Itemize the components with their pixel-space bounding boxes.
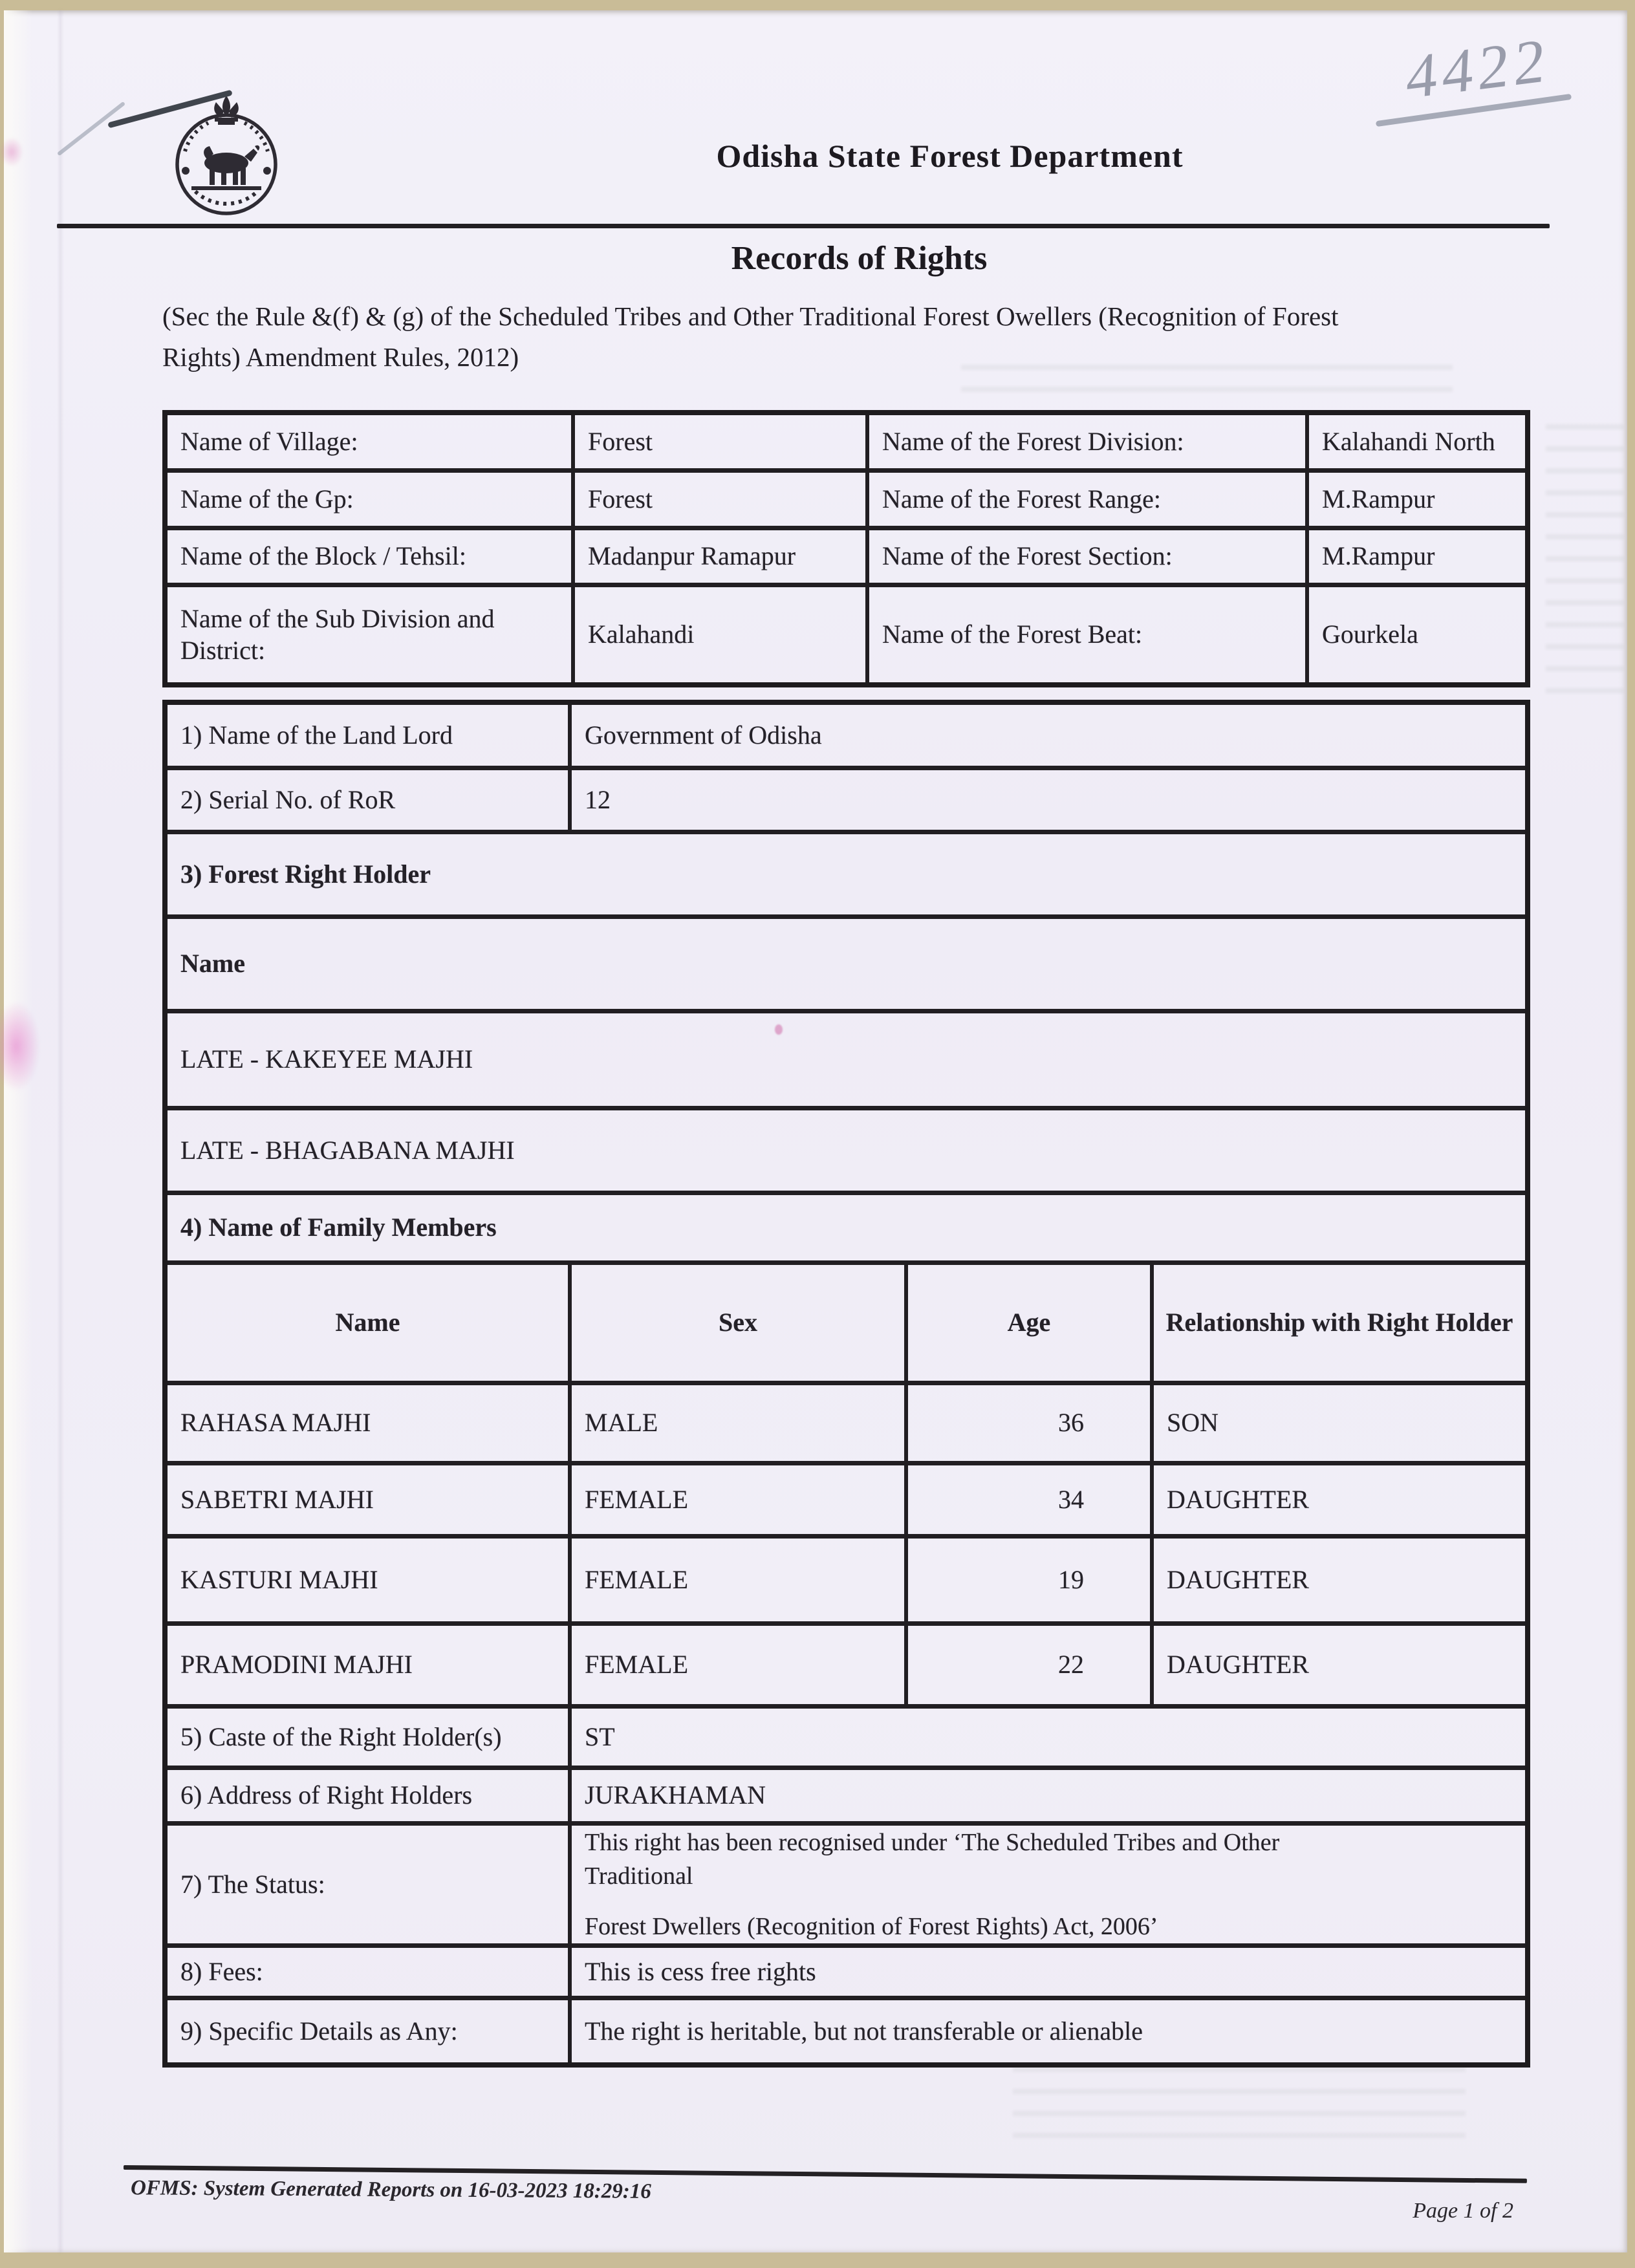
family-row-1-relationship: SON [1154, 1385, 1525, 1465]
bleed-through-artifact [1546, 424, 1623, 702]
family-row-4-sex: FEMALE [572, 1626, 908, 1709]
subtitle-line-1: (Sec the Rule &(f) & (g) of the Scheduled Tribes and Other Traditional Forest Owellers (Recognition of Forest [162, 301, 1339, 331]
serial-no-label: 2) Serial No. of RoR [168, 770, 572, 834]
pink-smudge-artifact [0, 137, 23, 167]
header-divider-line [57, 224, 1550, 228]
pink-smudge-artifact [775, 1024, 783, 1035]
subtitle-line-2: Rights) Amendment Rules, 2012) [162, 342, 519, 372]
page-number: Page 1 of 2 [1413, 2199, 1513, 2223]
block-tehsil-value: Madanpur Ramapur [575, 530, 869, 587]
sub-division-district-value: Kalahandi [575, 587, 869, 682]
family-row-3-sex: FEMALE [572, 1539, 908, 1626]
department-title: Odisha State Forest Department [716, 138, 1184, 174]
family-header-sex: Sex [572, 1265, 908, 1385]
family-row-1-sex: MALE [572, 1385, 908, 1465]
status-value [572, 1826, 1525, 1948]
forest-right-holder-heading: 3) Forest Right Holder [168, 834, 1525, 919]
family-row-2-age: 34 [908, 1465, 1154, 1539]
holder-name-heading: Name [168, 919, 1525, 1013]
forest-section-label: Name of the Forest Section: [869, 530, 1309, 587]
family-row-2-relationship: DAUGHTER [1154, 1465, 1525, 1539]
family-row-2-name: SABETRI MAJHI [168, 1465, 572, 1539]
page-title: Records of Rights [731, 240, 988, 277]
family-header-age: Age [908, 1265, 1154, 1385]
status-line-1: This right has been recognised under ‘The Scheduled Tribes and Other [585, 1829, 1280, 1856]
caste-value: ST [572, 1709, 1525, 1770]
family-row-4-relationship: DAUGHTER [1154, 1626, 1525, 1709]
status-label: 7) The Status: [168, 1826, 572, 1948]
status-line-3: Forest Dwellers (Recognition of Forest Rights) Act, 2006’ [585, 1913, 1158, 1940]
horse-glyph [204, 146, 259, 185]
forest-division-label: Name of the Forest Division: [869, 415, 1309, 473]
record-of-rights-table [162, 700, 1530, 2068]
scanned-document-page [4, 10, 1627, 2252]
caste-label: 5) Caste of the Right Holder(s) [168, 1709, 572, 1770]
sub-division-district-label: Name of the Sub Division and District: [168, 587, 575, 682]
ashoka-capital-glyph [214, 96, 239, 125]
family-row-4-name: PRAMODINI MAJHI [168, 1626, 572, 1709]
specific-details-label: 9) Specific Details as Any: [168, 2000, 572, 2062]
family-row-3-name: KASTURI MAJHI [168, 1539, 572, 1626]
holder-name-1: LATE - KAKEYEE MAJHI [168, 1013, 1525, 1110]
family-members-heading: 4) Name of Family Members [168, 1195, 1525, 1265]
landlord-value: Government of Odisha [572, 705, 1525, 770]
holder-name-2: LATE - BHAGABANA MAJHI [168, 1110, 1525, 1195]
system-generated-note: OFMS: System Generated Reports on 16-03-2023 18:29:16 [130, 2176, 651, 2203]
gp-label: Name of the Gp: [168, 473, 575, 530]
specific-details-value: The right is heritable, but not transferable or alienable [585, 2016, 1143, 2046]
pen-mark-faint-artifact [57, 102, 125, 157]
village-location-table [162, 410, 1530, 687]
family-row-1-name: RAHASA MAJHI [168, 1385, 572, 1465]
status-line-2: Traditional [585, 1863, 693, 1890]
forest-beat-label: Name of the Forest Beat: [869, 587, 1309, 682]
forest-section-value: M.Rampur [1309, 530, 1525, 587]
village-label: Name of Village: [168, 415, 575, 473]
family-header-relationship: Relationship with Right Holder [1154, 1265, 1525, 1385]
forest-range-label: Name of the Forest Range: [869, 473, 1309, 530]
family-row-4-age: 22 [908, 1626, 1154, 1709]
landlord-label: 1) Name of the Land Lord [168, 705, 572, 770]
family-header-name: Name [168, 1265, 572, 1385]
handwritten-number: 4422 [1404, 24, 1553, 113]
block-tehsil-label: Name of the Block / Tehsil: [168, 530, 575, 587]
address-label: 6) Address of Right Holders [168, 1770, 572, 1826]
family-row-2-sex: FEMALE [572, 1465, 908, 1539]
address-value: JURAKHAMAN [572, 1770, 1525, 1826]
bleed-through-artifact [1013, 2067, 1466, 2144]
forest-beat-value: Gourkela [1322, 620, 1418, 649]
forest-division-value: Kalahandi North [1309, 415, 1525, 473]
serial-no-value: 12 [572, 770, 1525, 834]
fees-label: 8) Fees: [168, 1948, 572, 2000]
family-row-3-age: 19 [908, 1539, 1154, 1626]
family-row-1-age: 36 [908, 1385, 1154, 1465]
village-value: Forest [575, 415, 869, 473]
family-row-3-relationship: DAUGHTER [1154, 1539, 1525, 1626]
fees-value: This is cess free rights [572, 1948, 1525, 2000]
forest-range-value: M.Rampur [1309, 473, 1525, 530]
gp-value: Forest [575, 473, 869, 530]
bleed-through-artifact [961, 365, 1453, 394]
pink-smudge-artifact [0, 1001, 40, 1092]
